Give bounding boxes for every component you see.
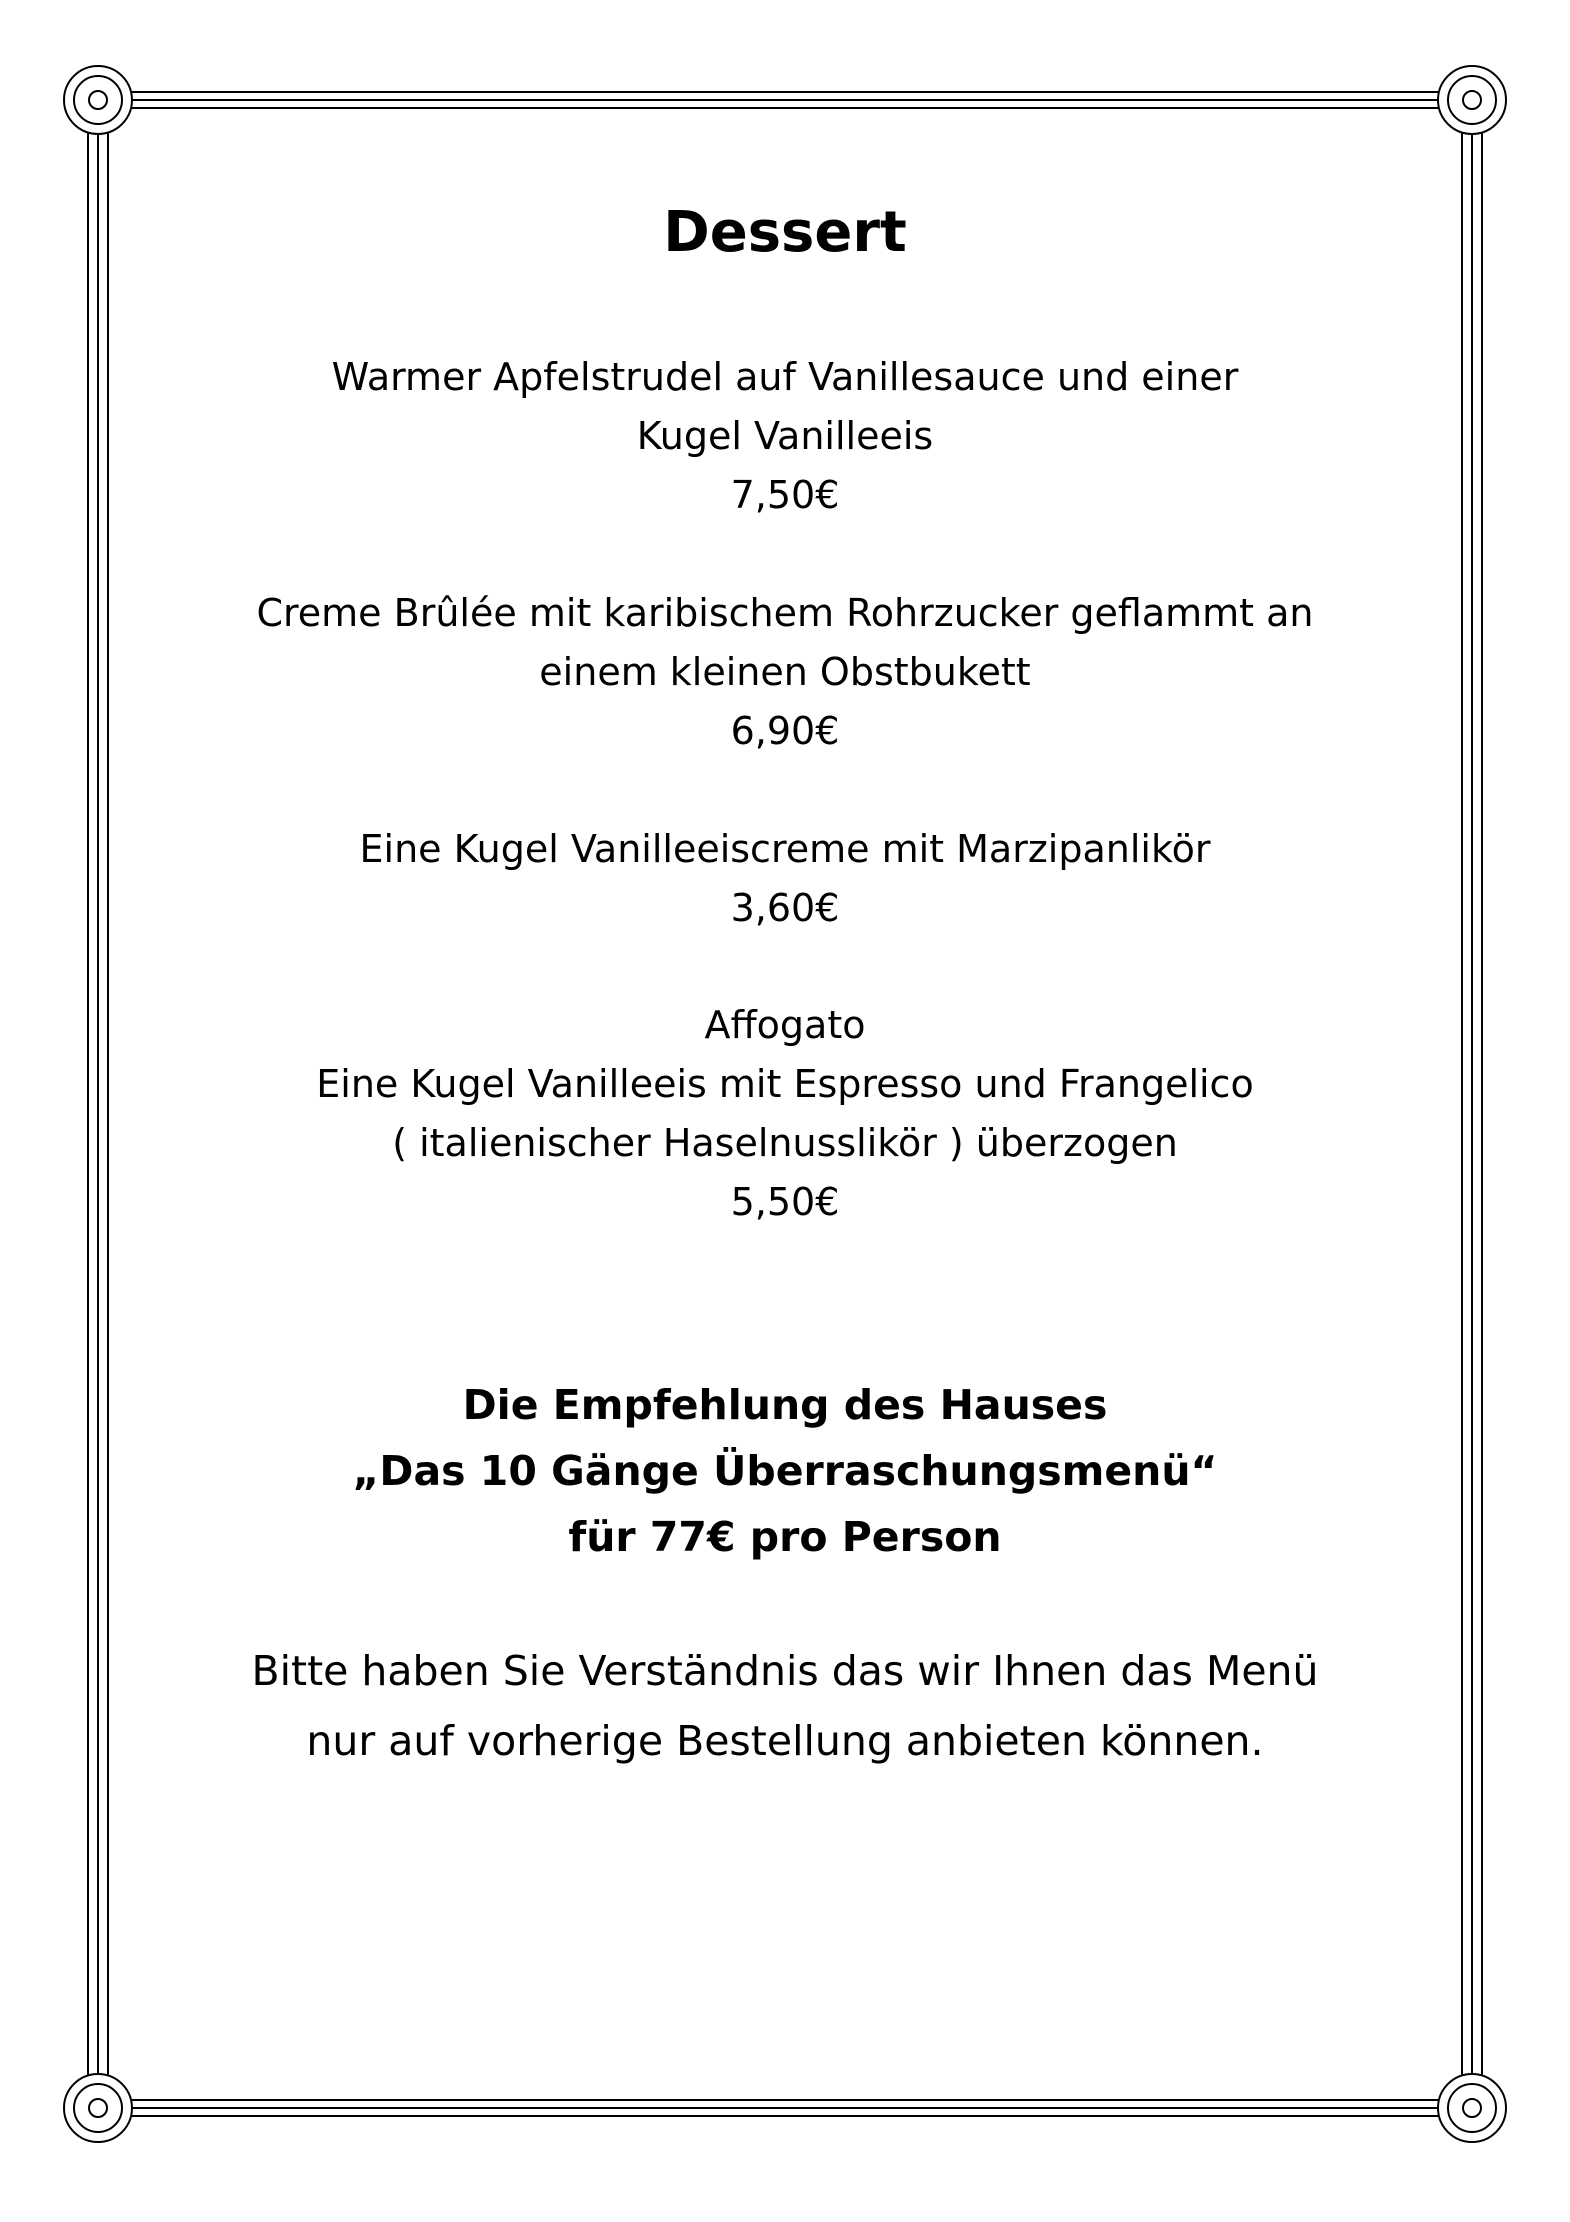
item-price: 5,50€ <box>730 1180 840 1224</box>
item-price: 7,50€ <box>730 473 840 517</box>
dessert-item-affogato <box>160 996 1410 1232</box>
recommendation-menu-name: „Das 10 Gänge Überraschungsmenü“ <box>352 1447 1218 1495</box>
item-description-line: Eine Kugel Vanilleeiscreme mit Marzipanlikör <box>359 827 1211 871</box>
corner-ornament-top-left <box>64 66 132 134</box>
corner-ornament-bottom-right <box>1438 2074 1506 2142</box>
item-description-line: ( italienischer Haselnusslikör ) überzogen <box>392 1121 1178 1165</box>
note-line: nur auf vorherige Bestellung anbieten können. <box>306 1717 1264 1765</box>
item-description-line: Creme Brûlée mit karibischem Rohrzucker geflammt an <box>256 591 1314 635</box>
item-description-line: einem kleinen Obstbukett <box>539 650 1031 694</box>
dessert-item-creme-brulee <box>160 584 1410 761</box>
corner-ornament-top-right <box>1438 66 1506 134</box>
dessert-item-vanilleeis-marzipan <box>160 820 1410 938</box>
item-price: 6,90€ <box>730 709 840 753</box>
item-price: 3,60€ <box>730 886 840 930</box>
item-description-line: Kugel Vanilleeis <box>636 414 934 458</box>
dessert-item-apfelstrudel <box>160 348 1410 525</box>
house-recommendation <box>160 1372 1410 1570</box>
note-line: Bitte haben Sie Verständnis das wir Ihnen das Menü <box>251 1647 1319 1695</box>
item-name: Affogato <box>704 1003 866 1047</box>
page-title: Dessert <box>663 200 907 265</box>
item-description-line: Eine Kugel Vanilleeis mit Espresso und Frangelico <box>316 1062 1254 1106</box>
corner-ornament-bottom-left <box>64 2074 132 2142</box>
order-note <box>160 1636 1410 1776</box>
item-description-line: Warmer Apfelstrudel auf Vanillesauce und einer <box>331 355 1239 399</box>
recommendation-heading: Die Empfehlung des Hauses <box>462 1381 1108 1429</box>
recommendation-price: für 77€ pro Person <box>568 1513 1002 1561</box>
